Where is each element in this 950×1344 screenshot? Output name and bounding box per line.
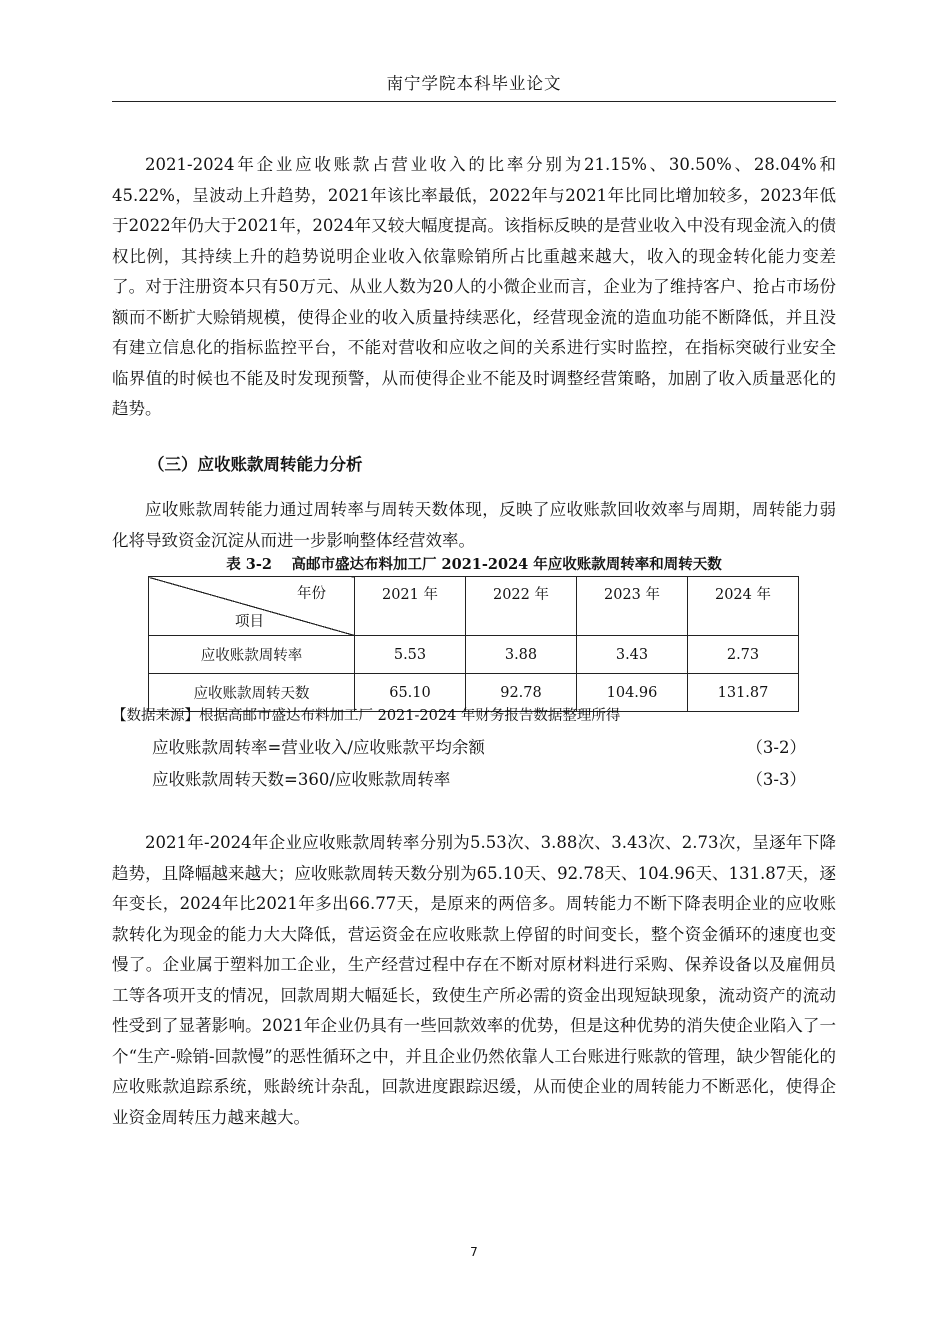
- table-header-row: [149, 577, 799, 636]
- table-caption: 表 3-2 高邮市盛达布料加工厂 2021-2024 年应收账款周转率和周转天数: [226, 556, 722, 573]
- section-heading-turnover: （三）应收账款周转能力分析: [148, 455, 363, 474]
- table-cell: 2.73: [688, 636, 799, 674]
- formula-number: （3-2）: [746, 738, 806, 757]
- table-corner-cell: [149, 577, 355, 636]
- table-source-note: 【数据来源】根据高邮市盛达布料加工厂 2021-2024 年财务报告数据整理所得: [112, 708, 621, 724]
- page-number: 7: [470, 1245, 478, 1259]
- formula-turnover-rate: [152, 733, 806, 763]
- table-cell: 5.53: [355, 636, 466, 674]
- header-rule: [112, 101, 836, 102]
- corner-label-year: 年份: [297, 586, 326, 602]
- column-header: 2021 年: [355, 577, 466, 636]
- formula-text: 应收账款周转天数=360/应收账款周转率: [152, 770, 451, 789]
- column-header: 2023 年: [577, 577, 688, 636]
- corner-label-item: 项目: [235, 614, 264, 630]
- table-cell: 104.96: [577, 674, 688, 712]
- table-cell: 92.78: [466, 674, 577, 712]
- formula-number: （3-3）: [746, 770, 806, 789]
- table-cell: 65.10: [355, 674, 466, 712]
- column-header: 2022 年: [466, 577, 577, 636]
- page-header: 南宁学院本科毕业论文: [386, 74, 562, 93]
- table-cell: 131.87: [688, 674, 799, 712]
- paragraph-receivables-ratio: 2021-2024年企业应收账款占营业收入的比率分别为21.15%、30.50%、28.04%和45.22%，呈波动上升趋势，2021年该比率最低，2022年与2021年比同比增加较多，2023年低于2022年仍大于2021年，2024年又较大幅度提高。该指标反映的是营业收入中没有现金流入的债权比例，其持续上升的趋势说明企业收入依靠赊销所占比重越来越大，收入的现金转化能力变差了。对于注册资本只有50万元、从业人数为20人的小微企业而言，企业为了维持客户、抢占市场份额而不断扩大赊销规模，使得企业的收入质量持续恶化，经营现金流的造血功能不断降低，并且没有建立信息化的指标监控平台，不能对营收和应收之间的关系进行实时监控，在指标突破行业安全临界值的时候也不能及时发现预警，从而使得企业不能及时调整经营策略，加剧了收入质量恶化的趋势。: [112, 155, 836, 418]
- turnover-table: [148, 576, 799, 712]
- paragraph-turnover-analysis: 2021年-2024年企业应收账款周转率分别为5.53次、3.88次、3.43次、2.73次，呈逐年下降趋势，且降幅越来越大；应收账款周转天数分别为65.10天、92.78天、104.96天、131.87天，逐年变长，2024年比2021年多出66.77天，是原来的两倍多。周转能力不断下降表明企业的应收账款转化为现金的能力大大降低，营运资金在应收账款上停留的时间变长，整个资金循环的速度也变慢了。企业属于塑料加工企业，生产经营过程中存在不断对原材料进行采购、保养设备以及雇佣员工等各项开支的情况，回款周期大幅延长，致使生产所必需的资金出现短缺现象，流动资产的流动性受到了显著影响。2021年企业仍具有一些回款效率的优势，但是这种优势的消失使企业陷入了一个“生产-赊销-回款慢”的恶性循环之中，并且企业仍然依靠人工台账进行账款的管理，缺少智能化的应收账款追踪系统，账龄统计杂乱，回款进度跟踪迟缓，从而使企业的周转能力不断恶化，使得企业资金周转压力越来越大。: [112, 833, 836, 1127]
- row-label: 应收账款周转率: [149, 636, 355, 674]
- column-header: 2024 年: [688, 577, 799, 636]
- formula-turnover-days: [152, 765, 806, 795]
- paragraph-turnover-intro: 应收账款周转能力通过周转率与周转天数体现，反映了应收账款回收效率与周期，周转能力弱化将导致资金沉淀从而进一步影响整体经营效率。: [112, 500, 836, 550]
- table-cell: 3.88: [466, 636, 577, 674]
- table-row: [149, 636, 799, 674]
- table-cell: 3.43: [577, 636, 688, 674]
- row-label: 应收账款周转天数: [149, 674, 355, 712]
- formula-text: 应收账款周转率=营业收入/应收账款平均余额: [152, 738, 485, 757]
